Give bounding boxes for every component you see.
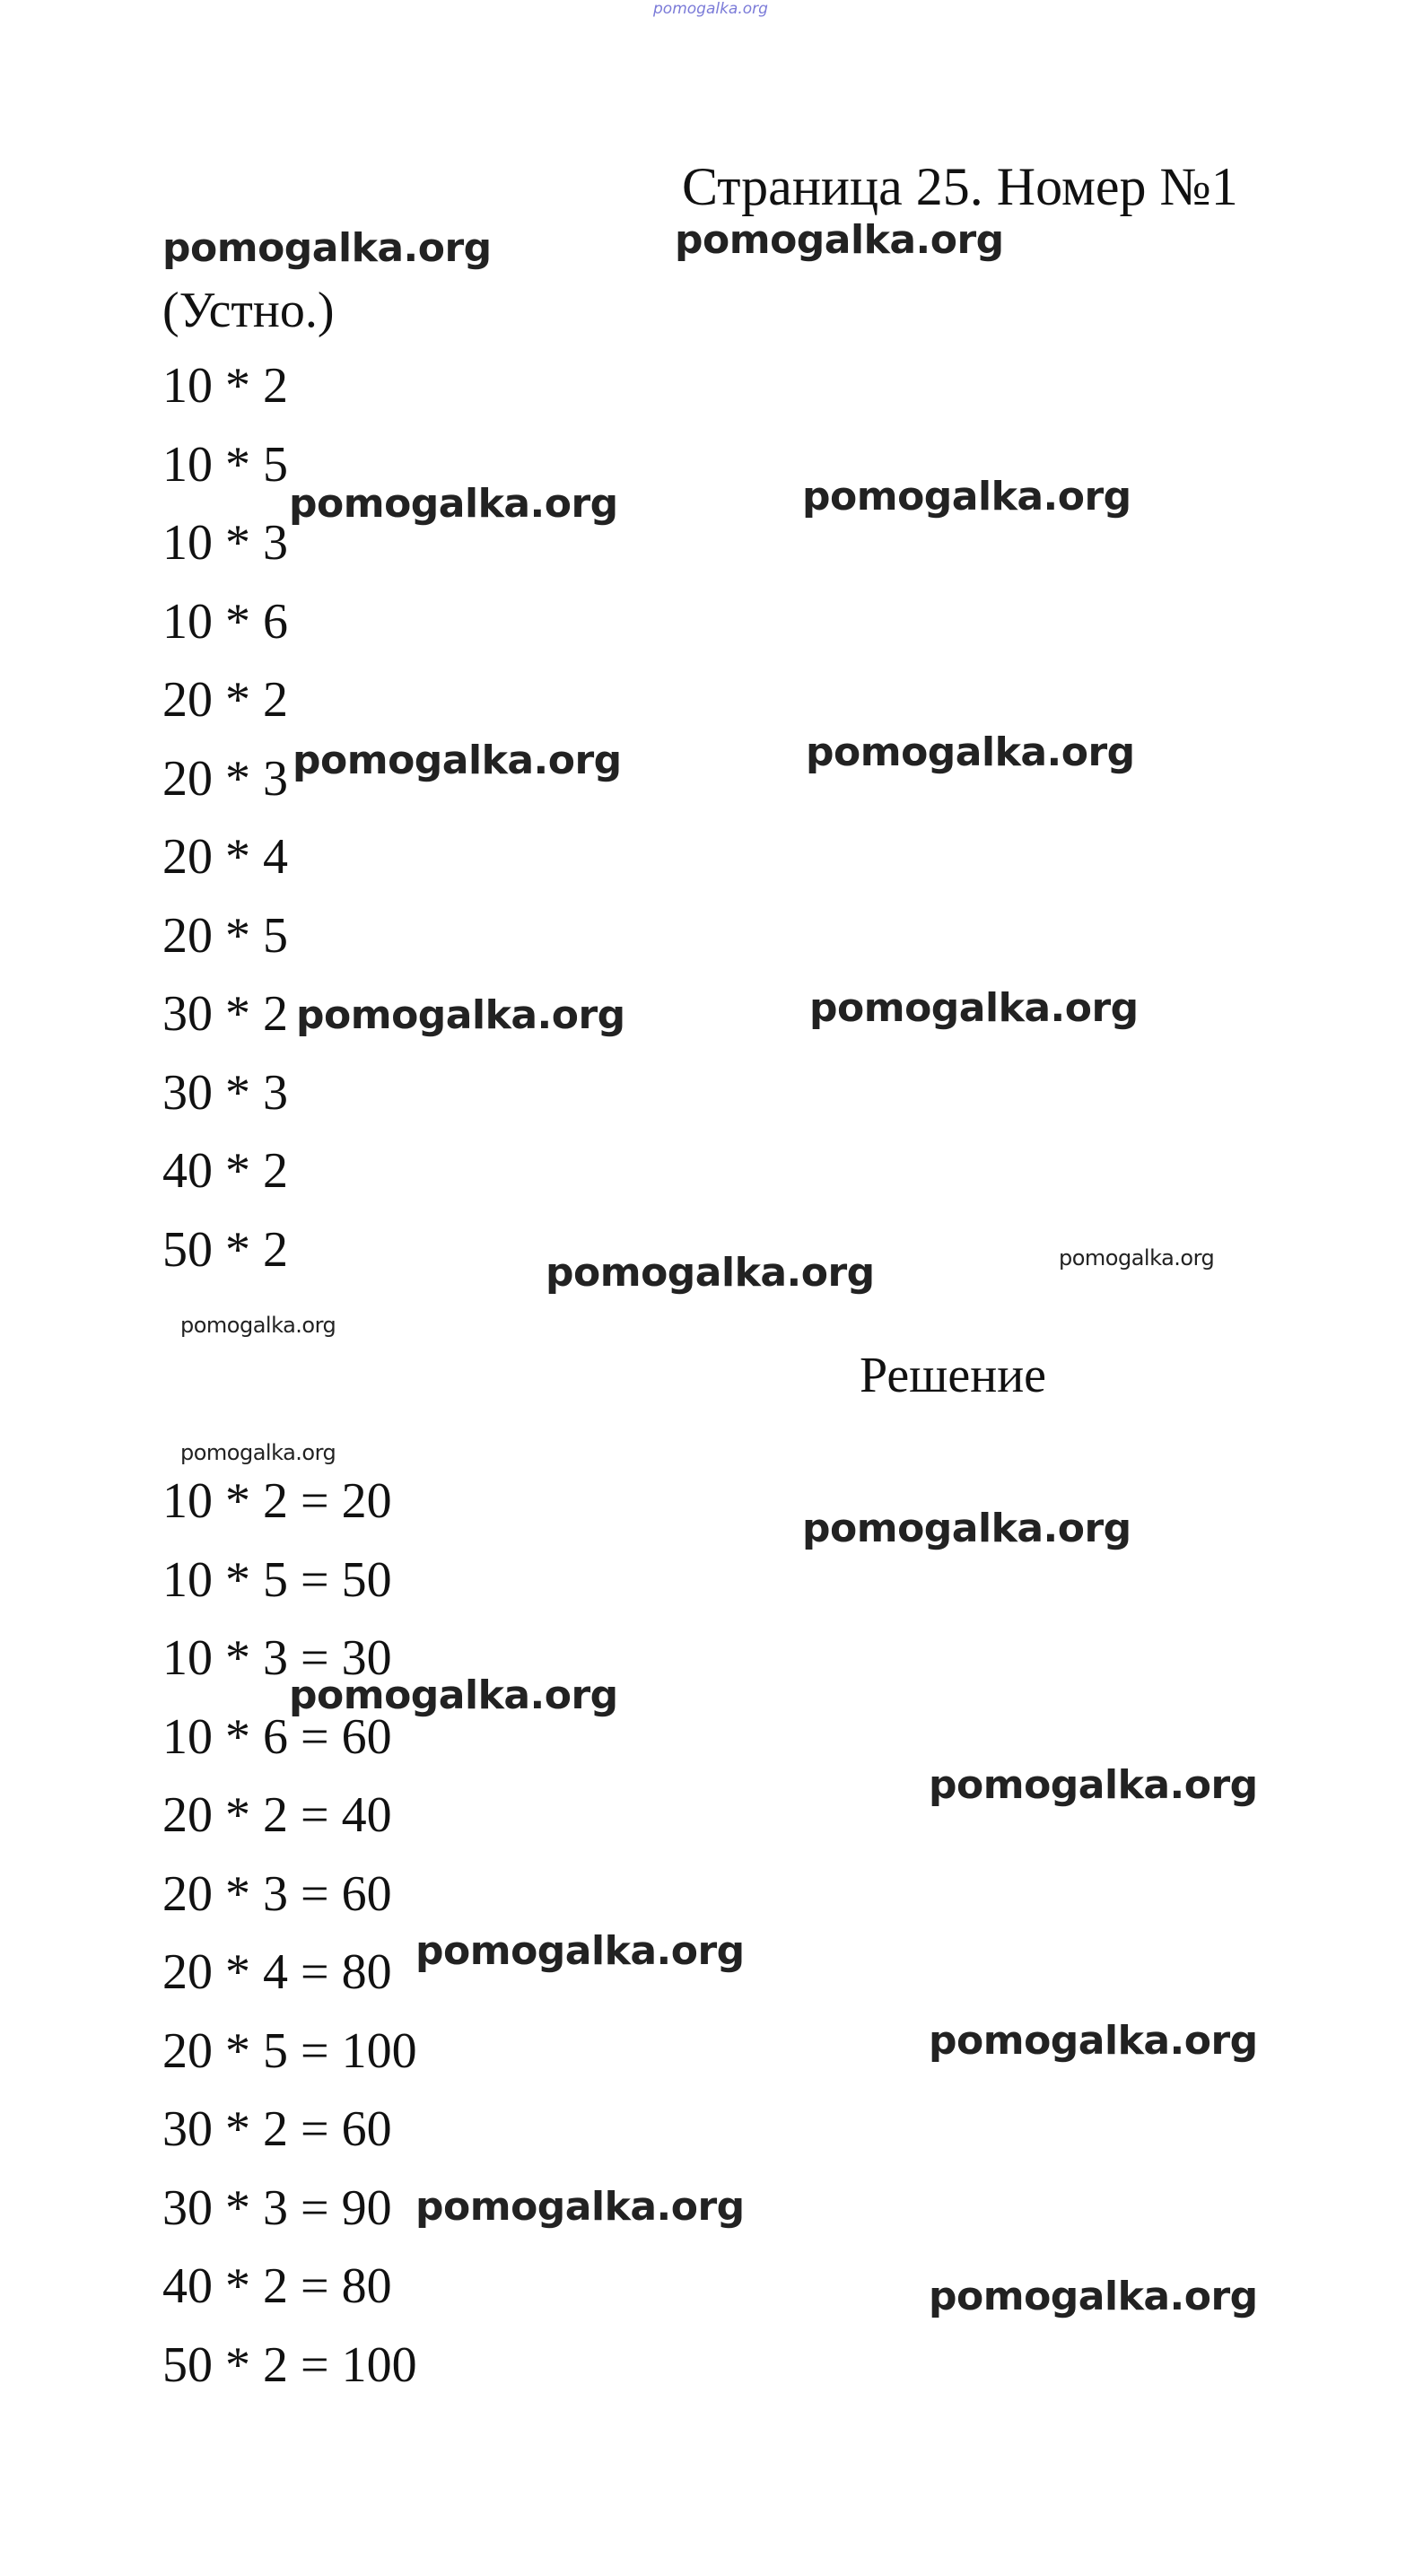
solution-item: 50 * 2 = 100 [162, 2336, 417, 2393]
task-item: 20 * 3 [162, 750, 288, 807]
watermark: pomogalka.org [806, 729, 1135, 775]
solution-item: 10 * 2 = 20 [162, 1473, 392, 1529]
solution-item: 30 * 3 = 90 [162, 2179, 392, 2236]
task-item: 50 * 2 [162, 1221, 288, 1278]
watermark: pomogalka.org [180, 1313, 336, 1338]
watermark: pomogalka.org [809, 985, 1139, 1031]
watermark: pomogalka.org [1059, 1245, 1215, 1271]
watermark: pomogalka.org [802, 1506, 1131, 1551]
task-item: 20 * 4 [162, 829, 288, 885]
watermark: pomogalka.org [929, 2018, 1258, 2064]
task-item: 10 * 3 [162, 515, 288, 571]
watermark: pomogalka.org [162, 225, 492, 271]
solution-item: 20 * 4 = 80 [162, 1944, 392, 2000]
top-watermark: pomogalka.org [653, 0, 768, 18]
solution-item: 20 * 5 = 100 [162, 2022, 417, 2079]
task-item: 30 * 3 [162, 1064, 288, 1121]
task-item: 10 * 5 [162, 436, 288, 493]
task-item: 20 * 2 [162, 672, 288, 728]
task-item: 20 * 5 [162, 907, 288, 964]
solution-item: 30 * 2 = 60 [162, 2101, 392, 2157]
watermark: pomogalka.org [546, 1250, 875, 1296]
solution-item: 20 * 3 = 60 [162, 1865, 392, 1922]
watermark: pomogalka.org [296, 992, 625, 1038]
solution-item: 20 * 2 = 40 [162, 1787, 392, 1843]
watermark: pomogalka.org [675, 217, 1004, 263]
watermark: pomogalka.org [415, 2184, 745, 2230]
watermark: pomogalka.org [293, 738, 622, 783]
watermark: pomogalka.org [180, 1440, 336, 1465]
task-item: 10 * 6 [162, 593, 288, 650]
task-item: 10 * 2 [162, 358, 288, 414]
watermark: pomogalka.org [929, 2274, 1258, 2319]
watermark: pomogalka.org [415, 1928, 745, 1974]
oral-label: (Устно.) [162, 283, 335, 338]
solution-item: 10 * 5 = 50 [162, 1551, 392, 1608]
task-list [162, 358, 288, 1303]
watermark: pomogalka.org [289, 481, 618, 527]
solution-item: 10 * 3 = 30 [162, 1630, 392, 1686]
solution-item: 40 * 2 = 80 [162, 2258, 392, 2314]
watermark: pomogalka.org [289, 1672, 618, 1718]
solution-heading: Решение [860, 1348, 1047, 1403]
task-item: 30 * 2 [162, 986, 288, 1042]
task-item: 40 * 2 [162, 1143, 288, 1199]
solution-list [162, 1473, 417, 2418]
watermark: pomogalka.org [929, 1762, 1258, 1808]
page-title: Страница 25. Номер №1 [682, 157, 1238, 216]
watermark: pomogalka.org [802, 474, 1131, 520]
solution-item: 10 * 6 = 60 [162, 1708, 392, 1765]
